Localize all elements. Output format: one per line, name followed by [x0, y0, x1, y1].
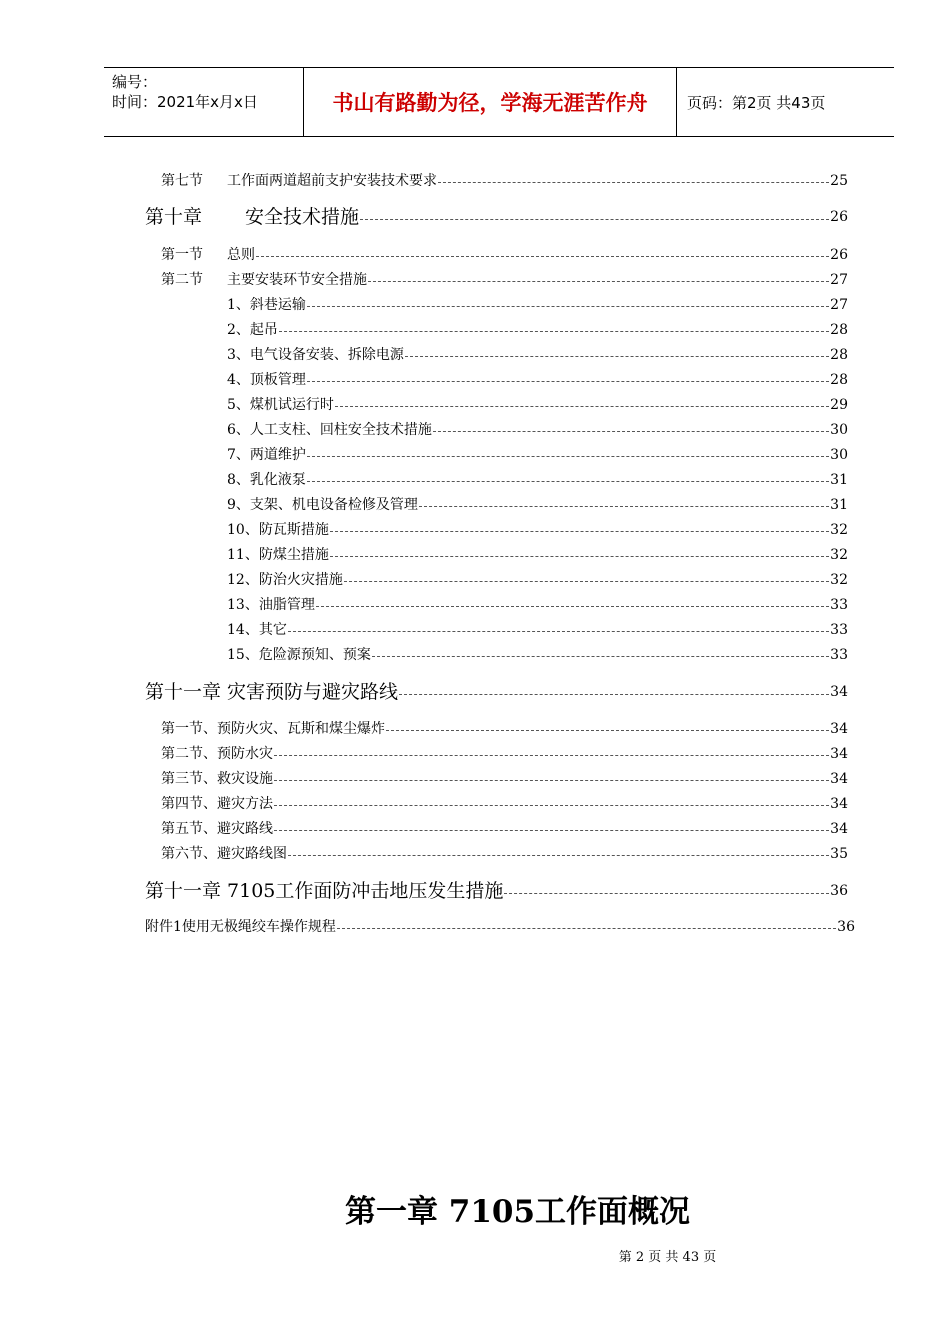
toc-row-chapter[interactable] — [145, 879, 848, 903]
toc-row-chapter[interactable] — [145, 680, 848, 704]
toc-row[interactable] — [227, 471, 848, 489]
toc-title: 第四节、避灾方法 — [161, 796, 273, 812]
toc-row[interactable] — [161, 271, 848, 289]
toc-prefix: 第七节 — [161, 173, 203, 189]
toc-row[interactable] — [227, 596, 848, 614]
toc-page: 34 — [830, 746, 848, 762]
toc-title: 第十一章 灾害预防与避灾路线 — [145, 681, 399, 703]
toc-leader — [504, 879, 829, 903]
toc-title: 7、两道维护 — [227, 447, 306, 463]
toc-leader — [307, 446, 829, 464]
toc-row-chapter[interactable] — [145, 205, 848, 229]
toc-page: 36 — [837, 919, 855, 935]
toc-title: 总则 — [227, 247, 255, 263]
toc-page: 27 — [830, 272, 848, 288]
toc-prefix: 第二节 — [161, 272, 203, 288]
toc-leader — [335, 396, 829, 414]
toc-row[interactable] — [227, 646, 848, 664]
toc-leader — [316, 596, 829, 614]
toc-title: 工作面两道超前支护安装技术要求 — [227, 173, 437, 189]
toc-row[interactable] — [161, 745, 848, 763]
toc-leader — [419, 496, 829, 514]
toc-title: 主要安装环节安全措施 — [227, 272, 367, 288]
toc-leader — [307, 471, 829, 489]
toc-page: 34 — [830, 821, 848, 837]
toc-page: 32 — [830, 547, 848, 563]
toc-page: 33 — [830, 597, 848, 613]
toc-leader — [307, 296, 829, 314]
toc-title: 4、顶板管理 — [227, 372, 306, 388]
toc-row[interactable] — [227, 421, 848, 439]
toc-row[interactable] — [227, 571, 848, 589]
toc-row[interactable] — [161, 770, 848, 788]
toc-row[interactable] — [227, 521, 848, 539]
toc-title: 2、起吊 — [227, 322, 278, 338]
toc-page: 28 — [830, 322, 848, 338]
toc-row[interactable] — [161, 820, 848, 838]
toc-title: 第二节、预防水灾 — [161, 746, 273, 762]
number-label: 编号： — [112, 73, 158, 91]
toc-page: 34 — [830, 796, 848, 812]
toc-row[interactable] — [161, 795, 848, 813]
toc-title: 第十一章 7105工作面防冲击地压发生措施 — [145, 880, 504, 902]
toc-row[interactable] — [227, 446, 848, 464]
toc-title: 第五节、避灾路线 — [161, 821, 273, 837]
toc-page: 27 — [830, 297, 848, 313]
toc-leader — [307, 371, 829, 389]
toc-page: 31 — [830, 472, 848, 488]
toc-leader — [368, 271, 829, 289]
toc-title: 第三节、救灾设施 — [161, 771, 273, 787]
toc-row[interactable] — [227, 296, 848, 314]
toc-leader — [274, 770, 829, 788]
toc-row[interactable] — [227, 346, 848, 364]
header-table — [104, 67, 894, 137]
toc-title: 14、其它 — [227, 622, 287, 638]
toc-title: 5、煤机试运行时 — [227, 397, 334, 413]
toc-page: 31 — [830, 497, 848, 513]
toc-title: 11、防煤尘措施 — [227, 547, 329, 563]
toc-row[interactable] — [227, 396, 848, 414]
toc-title: 1、斜巷运输 — [227, 297, 306, 313]
toc-row[interactable] — [161, 720, 848, 738]
page-footer: 第 2 页 共 43 页 — [618, 1250, 717, 1265]
toc-leader — [372, 646, 829, 664]
toc-row[interactable] — [227, 496, 848, 514]
toc-leader — [288, 845, 829, 863]
toc-leader — [274, 820, 829, 838]
toc-page: 26 — [830, 247, 848, 263]
toc-page: 35 — [830, 846, 848, 862]
toc-prefix: 第十章 — [145, 206, 203, 228]
toc-title: 3、电气设备安装、拆除电源 — [227, 347, 404, 363]
toc-leader — [274, 745, 829, 763]
toc-leader — [386, 720, 829, 738]
chapter-title: 第一章 7105工作面概况 — [344, 1194, 691, 1230]
toc-title: 第一节、预防火灾、瓦斯和煤尘爆炸 — [161, 721, 385, 737]
toc-page: 32 — [830, 522, 848, 538]
toc-title: 附件1使用无极绳绞车操作规程 — [145, 919, 336, 935]
toc-leader — [330, 546, 829, 564]
toc-row[interactable] — [227, 546, 848, 564]
toc-row[interactable] — [227, 321, 848, 339]
header-page-info: 页码：第2页 共43页 — [687, 93, 826, 112]
time-label: 时间：2021年x月x日 — [112, 93, 258, 111]
toc-page: 33 — [830, 622, 848, 638]
header-meta — [104, 68, 304, 136]
toc-leader — [330, 521, 829, 539]
toc-title: 8、乳化液泵 — [227, 472, 306, 488]
toc-leader — [256, 246, 829, 264]
toc-page: 34 — [830, 684, 848, 700]
toc-page: 32 — [830, 572, 848, 588]
toc-title: 12、防治火灾措施 — [227, 572, 343, 588]
toc-leader — [274, 795, 829, 813]
toc-title: 安全技术措施 — [245, 206, 360, 228]
header-motto: 书山有路勤为径，学海无涯苦作舟 — [304, 68, 677, 136]
toc-page: 34 — [830, 771, 848, 787]
toc-page: 33 — [830, 647, 848, 663]
toc-page: 25 — [830, 173, 848, 189]
toc-prefix: 第一节 — [161, 247, 203, 263]
toc-row[interactable] — [227, 621, 848, 639]
toc-page: 28 — [830, 347, 848, 363]
toc-title: 第六节、避灾路线图 — [161, 846, 287, 862]
toc-leader — [399, 680, 829, 704]
toc-title: 15、危险源预知、预案 — [227, 647, 371, 663]
toc-row[interactable] — [161, 845, 848, 863]
toc-row-appendix[interactable] — [145, 918, 855, 936]
toc-page: 29 — [830, 397, 848, 413]
toc-page: 30 — [830, 447, 848, 463]
toc-title: 9、支架、机电设备检修及管理 — [227, 497, 418, 513]
toc-row[interactable] — [161, 246, 848, 264]
toc-page: 36 — [830, 883, 848, 899]
toc-leader — [344, 571, 829, 589]
toc-leader — [279, 321, 829, 339]
toc-leader — [438, 172, 829, 190]
toc-row[interactable] — [227, 371, 848, 389]
toc-title: 6、人工支柱、回柱安全技术措施 — [227, 422, 432, 438]
toc-page: 30 — [830, 422, 848, 438]
toc-page: 28 — [830, 372, 848, 388]
toc-leader — [288, 621, 829, 639]
toc-leader — [337, 918, 836, 936]
toc-title: 13、油脂管理 — [227, 597, 315, 613]
toc-leader — [433, 421, 829, 439]
toc-page: 34 — [830, 721, 848, 737]
toc-row[interactable] — [161, 172, 848, 190]
toc-leader — [405, 346, 829, 364]
toc-leader — [360, 205, 829, 229]
toc-title: 10、防瓦斯措施 — [227, 522, 329, 538]
toc-page: 26 — [830, 209, 848, 225]
